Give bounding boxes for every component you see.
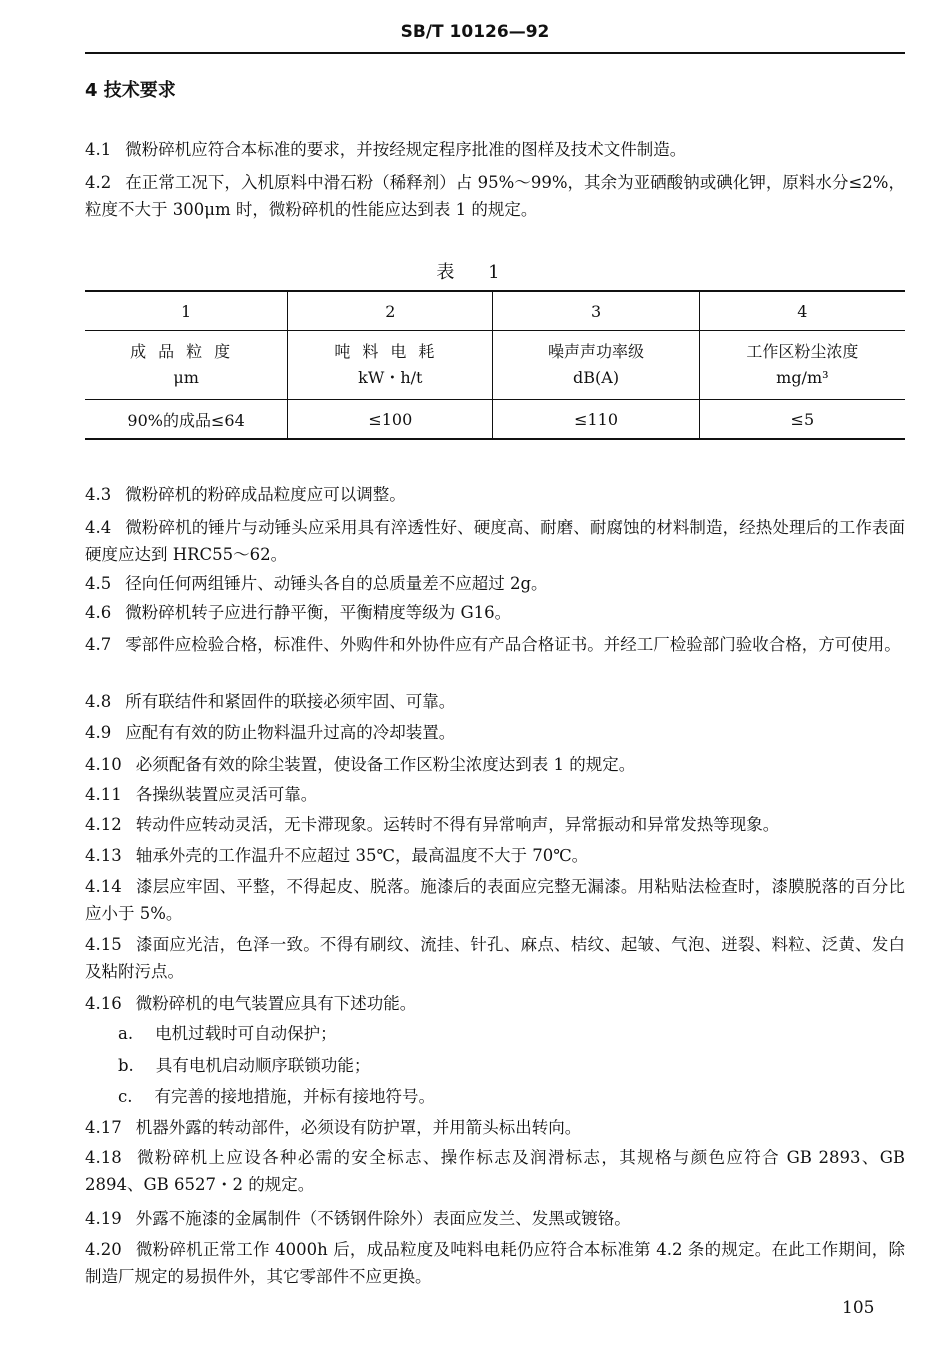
clause-4-16-b <box>118 1052 898 1079</box>
clause-4-4 <box>85 514 905 568</box>
col-number: 3 <box>493 291 699 331</box>
clause-text: 各操纵装置应灵活可靠。 <box>135 785 318 804</box>
clause-text: 微粉碎机应符合本标准的要求，并按经规定程序批准的图样及技术文件制造。 <box>125 140 687 159</box>
col-unit: kW・h/t <box>358 368 423 387</box>
col-number: 2 <box>288 291 493 331</box>
clause-number: 4.2 <box>85 173 112 192</box>
clause-number: 4.6 <box>85 603 112 622</box>
clause-4-6 <box>85 599 905 626</box>
clause-text: 电机过载时可自动保护； <box>155 1024 337 1043</box>
clause-number: 4.4 <box>85 518 112 537</box>
clause-number: 4.17 <box>85 1118 122 1137</box>
clause-4-20 <box>85 1236 905 1290</box>
clause-number: 4.19 <box>85 1209 122 1228</box>
clause-number: 4.18 <box>85 1148 122 1167</box>
clause-number: 4.3 <box>85 485 112 504</box>
col-unit: mg/m³ <box>776 368 829 387</box>
clause-text: 微粉碎机正常工作 4000h 后，成品粒度及吨料电耗仍应符合本标准第 4.2 条的规定。在此工作期间，除制造厂规定的易损件外，其它零部件不应更换。 <box>85 1240 905 1286</box>
clause-4-16-a <box>118 1020 898 1047</box>
clause-number: b. <box>118 1056 134 1075</box>
header-divider <box>85 52 905 54</box>
clause-text: 机器外露的转动部件，必须设有防护罩，并用箭头标出转向。 <box>135 1118 582 1137</box>
clause-number: 4.1 <box>85 140 112 159</box>
col-name: 工作区粉尘浓度 <box>746 342 859 361</box>
clause-text: 漆面应光洁，色泽一致。不得有刷纹、流挂、针孔、麻点、桔纹、起皱、气泡、迸裂、料粒、泛黄、发白及粘附污点。 <box>85 935 905 981</box>
clause-4-2 <box>85 169 905 223</box>
performance-table <box>85 290 905 440</box>
col-header <box>85 331 288 400</box>
clause-4-13 <box>85 842 905 869</box>
clause-number: a. <box>118 1024 134 1043</box>
col-unit: μm <box>173 368 199 387</box>
clause-4-17 <box>85 1114 905 1141</box>
clause-4-7 <box>85 631 905 658</box>
clause-4-10 <box>85 751 905 778</box>
clause-text: 零部件应检验合格，标准件、外购件和外协件应有产品合格证书。并经工厂检验部门验收合格，方可使用。 <box>125 635 901 654</box>
col-number: 4 <box>699 291 905 331</box>
clause-text: 微粉碎机的锤片与动锤头应采用具有淬透性好、硬度高、耐磨、耐腐蚀的材料制造，经热处理后的工作表面硬度应达到 HRC55～62。 <box>85 518 905 564</box>
col-header <box>493 331 699 400</box>
clause-number: c. <box>118 1087 133 1106</box>
clause-text: 所有联结件和紧固件的联接必须牢固、可靠。 <box>125 692 456 711</box>
clause-number: 4.5 <box>85 574 112 593</box>
standard-number: SB/T 10126—92 <box>400 22 550 42</box>
clause-text: 微粉碎机上应设各种必需的安全标志、操作标志及润滑标志，其规格与颜色应符合 GB 2893、GB 2894、GB 6527・2 的规定。 <box>85 1148 905 1194</box>
clause-number: 4.13 <box>85 846 122 865</box>
clause-text: 转动件应转动灵活，无卡滞现象。运转时不得有异常响声，异常振动和异常发热等现象。 <box>135 815 780 834</box>
clause-4-16 <box>85 990 905 1017</box>
col-unit: dB(A) <box>573 368 620 387</box>
col-number: 1 <box>85 291 288 331</box>
clause-text: 微粉碎机的电气装置应具有下述功能。 <box>135 994 417 1013</box>
clause-number: 4.9 <box>85 723 112 742</box>
clause-number: 4.16 <box>85 994 122 1013</box>
col-name: 成品粒度 <box>130 342 243 361</box>
clause-4-16-c <box>118 1083 898 1110</box>
clause-number: 4.14 <box>85 877 122 896</box>
clause-text: 径向任何两组锤片、动锤头各自的总质量差不应超过 2g。 <box>125 574 548 593</box>
clause-text: 微粉碎机的粉碎成品粒度应可以调整。 <box>125 485 406 504</box>
clause-text: 漆层应牢固、平整，不得起皮、脱落。施漆后的表面应完整无漏漆。用粘贴法检查时，漆膜脱落的百分比应小于 5%。 <box>85 877 905 923</box>
clause-number: 4.11 <box>85 785 122 804</box>
clause-4-12 <box>85 811 905 838</box>
clause-4-18 <box>85 1144 905 1198</box>
clause-4-5 <box>85 570 905 597</box>
table-cell: 90%的成品≤64 <box>85 400 288 440</box>
table-values-row <box>85 400 905 440</box>
clause-text: 微粉碎机转子应进行静平衡，平衡精度等级为 G16。 <box>125 603 512 622</box>
clause-4-1 <box>85 136 905 163</box>
col-name: 吨料电耗 <box>334 342 447 361</box>
clause-number: 4.8 <box>85 692 112 711</box>
table-header-row <box>85 291 905 331</box>
clause-4-15 <box>85 931 905 985</box>
clause-4-8 <box>85 688 905 715</box>
table-cell: ≤110 <box>493 400 699 440</box>
clause-4-19 <box>85 1205 905 1232</box>
col-header <box>699 331 905 400</box>
clause-number: 4.20 <box>85 1240 122 1259</box>
clause-text: 在正常工况下，入机原料中滑石粉（稀释剂）占 95%～99%，其余为亚硒酸钠或碘化钾，原料水分≤2%，粒度不大于 300μm 时，微粉碎机的性能应达到表 1 的规定。 <box>85 173 905 219</box>
clause-text: 必须配备有效的除尘装置，使设备工作区粉尘浓度达到表 1 的规定。 <box>135 755 636 774</box>
clause-text: 应配有有效的防止物料温升过高的冷却装置。 <box>125 723 456 742</box>
clause-text: 轴承外壳的工作温升不应超过 35℃，最高温度不大于 70℃。 <box>135 846 589 865</box>
table-names-row <box>85 331 905 400</box>
page-number: 105 <box>842 1298 875 1318</box>
col-header <box>288 331 493 400</box>
clause-text: 具有电机启动顺序联锁功能； <box>155 1056 371 1075</box>
clause-number: 4.7 <box>85 635 112 654</box>
clause-4-11 <box>85 781 905 808</box>
col-name: 噪声声功率级 <box>548 342 645 361</box>
clause-number: 4.10 <box>85 755 122 774</box>
clause-4-14 <box>85 873 905 927</box>
clause-number: 4.15 <box>85 935 122 954</box>
clause-4-3 <box>85 481 905 508</box>
table-cell: ≤5 <box>699 400 905 440</box>
section-title: 4 技术要求 <box>85 80 176 101</box>
table-cell: ≤100 <box>288 400 493 440</box>
clause-4-9 <box>85 719 905 746</box>
clause-number: 4.12 <box>85 815 122 834</box>
table-caption: 表 1 <box>436 262 514 283</box>
clause-text: 外露不施漆的金属制件（不锈钢件除外）表面应发兰、发黑或镀铬。 <box>135 1209 631 1228</box>
clause-text: 有完善的接地措施，并标有接地符号。 <box>154 1087 435 1106</box>
